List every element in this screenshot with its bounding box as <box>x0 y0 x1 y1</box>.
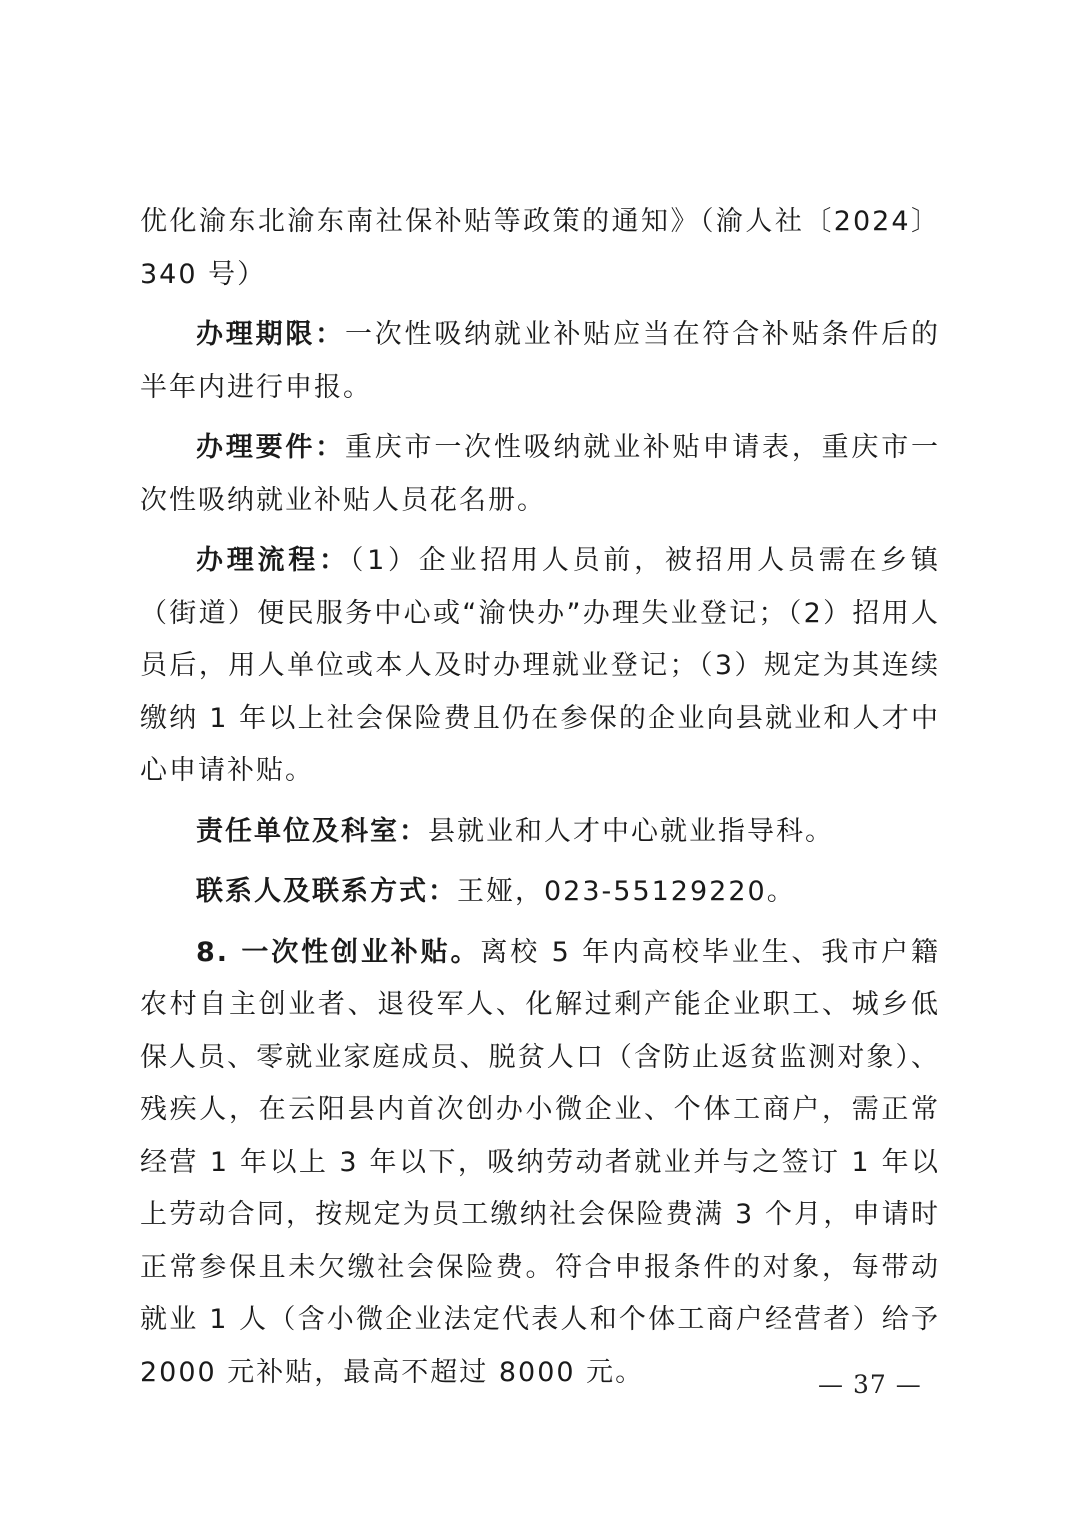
contact-paragraph <box>140 866 940 919</box>
item8-text: 离校 5 年内高校毕业生、我市户籍农村自主创业者、退役军人、化解过剩产能企业职工、城乡低保人员、零就业家庭成员、脱贫人口（含防止返贫监测对象）、残疾人，在云阳县内首次创办小微企业、个体工商户，需正常经营 1 年以上 3 年以下，吸纳劳动者就业并与之签订 1 年以上劳动合同，按规定为员工缴纳社会保险费满 3 个月，申请时正常参保且未欠缴社会保险费。符合申报条件的对象，每带动就业 1 人（含小微企业法定代表人和个体工商户经营者）给予 2000 元补贴，最高不超过 8000 元。 <box>140 936 941 1388</box>
process-text: （1）企业招用人员前，被招用人员需在乡镇（街道）便民服务中心或“渝快办”办理失业登记；（2）招用人员后，用人单位或本人及时办理就业登记；（3）规定为其连续缴纳 1 年以上社会保险费且仍在参保的企业向县就业和人才中心申请补贴。 <box>140 545 941 786</box>
documents-label: 办理要件： <box>196 432 345 463</box>
process-paragraph <box>140 535 940 798</box>
responsible-paragraph <box>140 806 940 859</box>
deadline-paragraph <box>140 309 940 414</box>
item8-label: 8. 一次性创业补贴。 <box>196 936 481 968</box>
responsible-label: 责任单位及科室： <box>196 815 428 847</box>
contact-label: 联系人及联系方式： <box>196 876 457 907</box>
deadline-label: 办理期限： <box>196 319 345 350</box>
deadline-text: 一次性吸纳就业补贴应当在符合补贴条件后的半年内进行申报。 <box>140 319 941 403</box>
responsible-text: 县就业和人才中心就业指导科。 <box>428 815 834 847</box>
documents-paragraph <box>140 422 940 527</box>
intro-text: 优化渝东北渝东南社保补贴等政策的通知》（渝人社〔2024〕340 号） <box>140 206 940 290</box>
intro-paragraph <box>140 196 940 301</box>
body-text <box>140 196 940 1407</box>
item8-paragraph <box>140 927 940 1400</box>
page-number: — 37 — <box>818 1370 922 1399</box>
process-label: 办理流程： <box>196 545 350 576</box>
contact-text: 王娅，023-55129220。 <box>457 876 796 907</box>
documents-text: 重庆市一次性吸纳就业补贴申请表，重庆市一次性吸纳就业补贴人员花名册。 <box>140 432 941 516</box>
